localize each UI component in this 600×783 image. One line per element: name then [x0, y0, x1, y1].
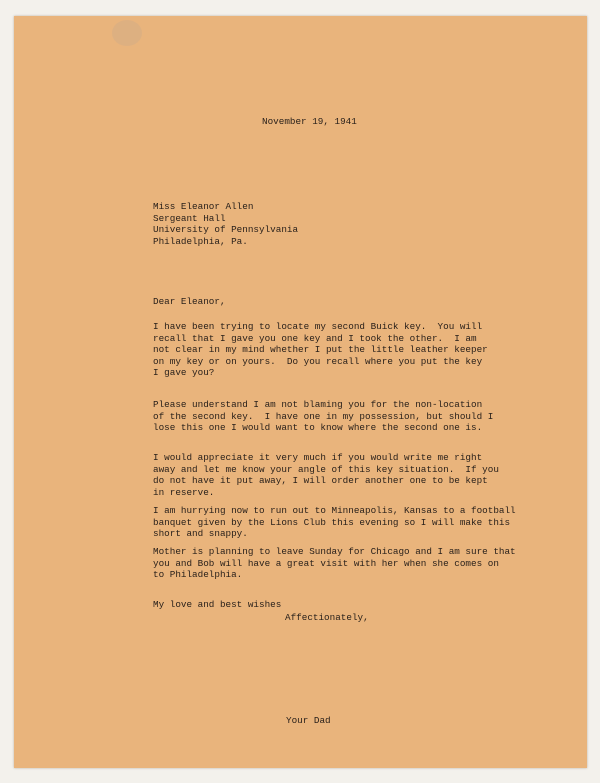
address-line-city: Philadelphia, Pa. [153, 235, 248, 247]
paragraph-line: of the second key. I have one in my possession, but should I [153, 410, 494, 422]
paragraph-line: to Philadelphia. [153, 569, 243, 581]
paragraph-line: I would appreciate it very much if you would write me right [153, 452, 483, 463]
paragraph-line: you and Bob will have a great visit with her when she comes on [153, 557, 499, 569]
paragraph-line: I have been trying to locate my second Buick key. You will [153, 321, 483, 332]
paragraph-5 [153, 546, 516, 581]
closing-love: My love and best wishes [153, 599, 282, 610]
paragraph-2 [153, 399, 493, 434]
recipient-address [153, 201, 298, 247]
paragraph-line: not clear in my mind whether I put the little leather keeper [153, 344, 488, 356]
letter-date: November 19, 1941 [262, 116, 357, 127]
paragraph-4 [153, 505, 516, 540]
paragraph-line: Please understand I am not blaming you for the non-location [153, 399, 483, 410]
paragraph-line: in reserve. [153, 486, 215, 498]
paragraph-line: I gave you? [153, 367, 215, 379]
paragraph-line: recall that I gave you one key and I took the other. I am [153, 332, 477, 344]
signature: Your Dad [286, 715, 331, 726]
address-line-hall: Sergeant Hall [153, 212, 226, 224]
salutation: Dear Eleanor, [153, 296, 226, 307]
closing: Affectionately, [285, 612, 369, 623]
address-line-name: Miss Eleanor Allen [153, 201, 254, 212]
paragraph-3 [153, 452, 499, 498]
paragraph-line: lose this one I would want to know where the second one is. [153, 422, 483, 434]
paragraph-line: banquet given by the Lions Club this evening so I will make this [153, 516, 511, 528]
paragraph-1 [153, 321, 488, 379]
paragraph-line: do not have it put away, I will order another one to be kept [153, 475, 488, 487]
paragraph-line: short and snappy. [153, 528, 248, 540]
address-line-university: University of Pennsylvania [153, 224, 299, 236]
paragraph-line: I am hurrying now to run out to Minneapolis, Kansas to a football [153, 505, 516, 516]
paragraph-line: on my key or on yours. Do you recall where you put the key [153, 355, 483, 367]
letter-page [14, 16, 587, 768]
paragraph-line: Mother is planning to leave Sunday for Chicago and I am sure that [153, 546, 516, 557]
paragraph-line: away and let me know your angle of this key situation. If you [153, 463, 499, 475]
